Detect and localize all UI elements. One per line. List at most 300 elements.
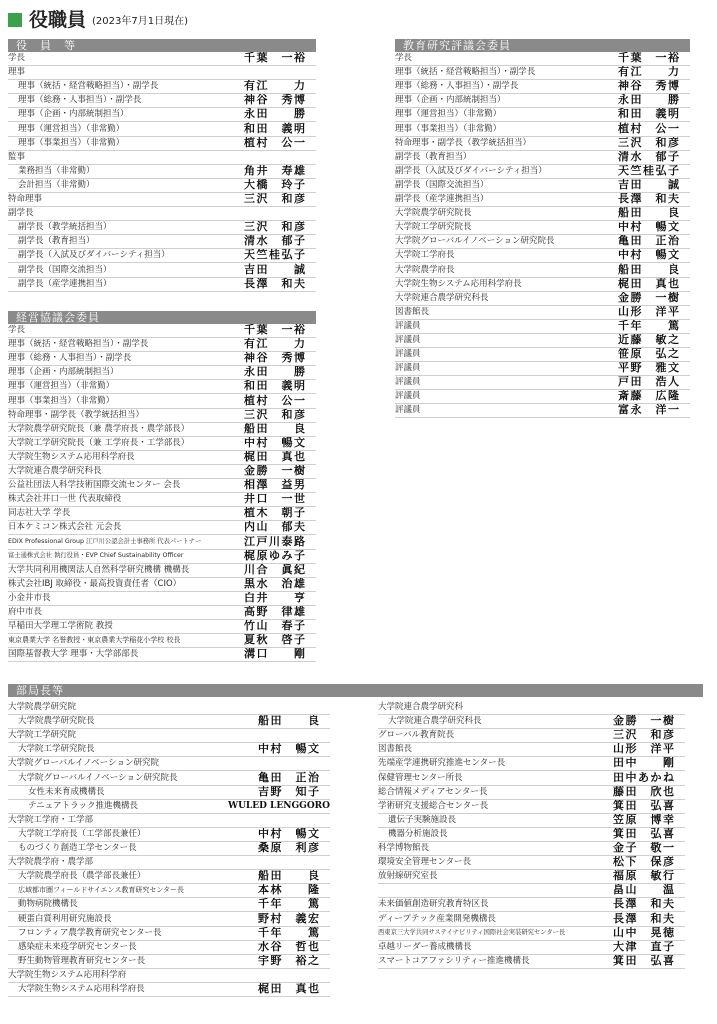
- table-row: [8, 122, 316, 136]
- department-heads-left: [8, 701, 330, 997]
- table-row: [378, 870, 685, 884]
- role-label: 理事（事業担当）（非常勤）: [18, 137, 125, 148]
- role-label: 広域都市圏フィールドサイエンス教育研究センター長: [18, 886, 185, 895]
- table-row: [395, 334, 690, 348]
- person-name: 井口 一世: [244, 493, 307, 506]
- table-row: [8, 451, 316, 465]
- table-row: [395, 193, 690, 207]
- role-label: 国際基督教大学 理事・大学部部長: [8, 649, 139, 660]
- role-label: 評議員: [395, 405, 421, 416]
- education-council-section: [395, 39, 690, 418]
- table-row: [8, 423, 316, 437]
- role-label: 大学院生物システム応用科学府長: [395, 278, 522, 289]
- person-name: 箕田 弘喜: [613, 827, 676, 840]
- role-label: EDIX Professional Group 江戸川公認会計士事務所 代表パートナー: [8, 537, 202, 545]
- table-row: [8, 193, 316, 207]
- table-row: [8, 564, 316, 578]
- table-row: [8, 620, 316, 634]
- role-label: 大学院生物システム応用科学府長: [18, 983, 145, 994]
- table-row: [378, 842, 685, 856]
- role-label: 理事（事業担当）（非常勤）: [395, 123, 502, 134]
- table-row: [395, 221, 690, 235]
- role-label: 卓越リーダー養成機構長: [378, 941, 472, 952]
- person-name: 永田 勝: [618, 94, 681, 107]
- role-label: 環境安全管理センター長: [378, 857, 472, 868]
- category-row: [8, 207, 316, 221]
- table-row: [395, 263, 690, 277]
- role-label: 副学長（教育担当）: [18, 236, 95, 247]
- page-title: 役職員: [29, 9, 87, 31]
- role-label: 副学長（産学連携担当）: [395, 194, 489, 205]
- person-name: 長澤 和夫: [244, 277, 307, 290]
- role-label: 科学博物館長: [378, 843, 430, 854]
- table-row: [8, 235, 316, 249]
- role-label: 大学院農学府長（農学部長兼任）: [18, 871, 146, 882]
- role-label: 副学長（教育担当）: [395, 151, 472, 162]
- role-label: 遺伝子実験施設長: [388, 814, 457, 825]
- person-name: 三沢 和彦: [244, 192, 307, 206]
- person-name: 松下 保彦: [613, 856, 676, 869]
- person-name: 宇野 裕之: [258, 954, 321, 967]
- table-row: [8, 634, 316, 648]
- person-name: 平野 雅文: [618, 362, 681, 375]
- table-row: [395, 207, 690, 221]
- role-label: 理事（運営担当）（非常勤）: [395, 109, 502, 120]
- person-name: 吉田 誠: [618, 178, 681, 191]
- table-row: [8, 786, 330, 800]
- role-label: 大学院連合農学研究科長: [388, 716, 482, 727]
- table-row: [8, 927, 330, 941]
- role-label: 評議員: [395, 334, 421, 345]
- table-row: [8, 870, 330, 884]
- table-row: [395, 390, 690, 404]
- role-label: 硬蛋白質利用研究施設長: [18, 913, 112, 924]
- department-heads-section: [8, 684, 703, 697]
- person-name: 植村 公一: [244, 394, 307, 407]
- role-label: 副学長（入試及びダイバーシティ担当）: [395, 165, 547, 176]
- role-label: 大学院生物システム応用科学府: [8, 969, 127, 980]
- person-name: 田中あかね: [613, 771, 676, 784]
- role-label: 大学院工学府長: [395, 250, 455, 261]
- table-row: [395, 249, 690, 263]
- role-label: 大学院農学府・農学部: [8, 857, 94, 868]
- management-council-rows: [8, 324, 316, 662]
- table-row: [8, 578, 316, 592]
- officers-section: [8, 39, 316, 292]
- role-label: グローバル教育院長: [378, 730, 455, 741]
- role-label: 先端産学連携研究推進センター長: [378, 758, 506, 769]
- table-row: [395, 94, 690, 108]
- person-name: 田中 剛: [613, 757, 676, 770]
- table-row: [395, 320, 690, 334]
- person-name: 江戸川泰路: [244, 535, 307, 548]
- table-row: [8, 715, 330, 729]
- table-row: [378, 814, 685, 828]
- table-row: [395, 108, 690, 122]
- table-row: [378, 955, 685, 969]
- role-label: 理事（統括・経営戦略担当）・副学長: [8, 339, 149, 350]
- officers-rows: [8, 52, 316, 292]
- role-label: 大学院グローバルイノベーション研究院: [8, 758, 159, 769]
- table-row: [378, 828, 685, 842]
- role-label: 理事（事業担当）（非常勤）: [8, 395, 115, 406]
- person-name: 梶田 真也: [618, 277, 681, 290]
- role-label: 株式会社井口一世 代表取締役: [8, 494, 122, 505]
- role-label: 大学院グローバルイノベーション研究院長: [395, 236, 555, 247]
- role-label: 学術研究支援総合センター長: [378, 800, 489, 811]
- role-label: 大学院連合農学研究科: [378, 702, 464, 713]
- table-row: [378, 715, 685, 729]
- role-label: 副学長: [8, 208, 34, 219]
- person-name: 中村 暢文: [258, 743, 321, 756]
- role-label: スマートコアファシリティー推進機構長: [378, 955, 530, 966]
- department-heads-left-rows: [8, 701, 330, 997]
- person-name: 梶田 真也: [244, 450, 307, 463]
- table-row: [8, 278, 316, 292]
- category-row: [8, 729, 330, 743]
- person-name: 天竺桂弘子: [244, 249, 307, 262]
- person-name: 中村 暢文: [258, 827, 321, 840]
- role-label: ディープテック産業開発機構長: [378, 913, 496, 924]
- department-heads-right: [378, 701, 685, 969]
- table-row: [395, 137, 690, 151]
- table-row: [395, 122, 690, 136]
- education-council-header: 教育研究評議会委員: [395, 39, 690, 52]
- person-name: 桑原 利彦: [258, 841, 321, 855]
- person-name: 金子 敬一: [613, 841, 676, 855]
- role-label: 図書館長: [378, 744, 413, 755]
- person-name: 金勝 一樹: [613, 715, 676, 728]
- role-label: 理事（企画・内部統制担当）: [18, 109, 129, 120]
- person-name: 竹山 春子: [244, 619, 307, 633]
- role-label: 大学院農学研究院長: [18, 716, 95, 727]
- table-row: [8, 108, 316, 122]
- person-name: 亀田 正治: [258, 771, 321, 784]
- role-label: 府中市長: [8, 606, 43, 617]
- table-row: [8, 493, 316, 507]
- role-label: 理事（総務・人事担当）・副学長: [395, 81, 519, 92]
- role-label: 特命理事・副学長（教学統括担当）: [395, 137, 532, 148]
- table-row: [8, 800, 330, 814]
- person-name: 千葉 一裕: [244, 324, 307, 337]
- role-label: 動物病院機構長: [18, 899, 78, 910]
- role-label: 理事（運営担当）（非常勤）: [8, 381, 115, 392]
- table-row: [395, 404, 690, 418]
- table-row: [378, 941, 685, 955]
- person-name: 梶原ゆみ子: [244, 549, 307, 562]
- page-title-bar: [8, 8, 188, 32]
- table-row: [8, 394, 316, 408]
- role-label: 野生動物管理教育研究センター長: [18, 955, 146, 966]
- role-label: 大学院工学研究院長: [18, 744, 95, 755]
- role-label: 副学長（教学統括担当）: [18, 222, 112, 233]
- role-label: 評議員: [395, 349, 421, 360]
- category-row: [8, 757, 330, 771]
- role-label: 評議員: [395, 377, 421, 388]
- table-row: [378, 800, 685, 814]
- role-label: 未来価値創造研究教育特区長: [378, 899, 489, 910]
- management-council-section: [8, 311, 316, 662]
- table-row: [8, 535, 316, 549]
- person-name: 藤田 欣也: [613, 785, 676, 798]
- person-name: 船田 良: [258, 870, 321, 883]
- person-name: 船田 良: [258, 715, 321, 728]
- person-name: 有江 力: [618, 66, 681, 79]
- table-row: [8, 409, 316, 423]
- title-square-icon: [8, 13, 22, 27]
- person-name: 畠山 温: [613, 884, 676, 897]
- table-row: [8, 550, 316, 564]
- role-label: 理事（統括・経営戦略担当）・副学長: [395, 67, 536, 78]
- person-name: 船田 良: [244, 422, 307, 435]
- table-row: [8, 955, 330, 969]
- person-name: 山形 洋平: [613, 743, 676, 756]
- table-row: [378, 729, 685, 743]
- role-label: 特命理事・副学長（教学統括担当）: [8, 409, 145, 420]
- person-name: 三沢 和彦: [613, 729, 676, 742]
- table-row: [8, 221, 316, 235]
- person-name: 船田 良: [618, 207, 681, 220]
- person-name: 長澤 和夫: [613, 898, 676, 911]
- table-row: [8, 165, 316, 179]
- table-row: [378, 927, 685, 941]
- category-row: [8, 66, 316, 80]
- person-name: 長澤 和夫: [618, 192, 681, 206]
- role-label: 学長: [395, 53, 413, 64]
- role-label: 大学院工学府長（工学部長兼任）: [18, 828, 146, 839]
- person-name: 吉野 知子: [258, 785, 321, 798]
- person-name: 神谷 秀博: [618, 80, 681, 93]
- table-row: [8, 743, 330, 757]
- table-row: [8, 983, 330, 997]
- table-row: [8, 507, 316, 521]
- role-label: 副学長（産学連携担当）: [18, 278, 112, 289]
- person-name: 夏秋 啓子: [244, 634, 307, 647]
- officers-header: 役 員 等: [8, 39, 316, 52]
- person-name: 三沢 和彦: [618, 136, 681, 149]
- role-label: 理事（総務・人事担当）・副学長: [8, 353, 132, 364]
- role-label: 評議員: [395, 320, 421, 331]
- person-name: 溝口 剛: [244, 648, 307, 661]
- table-row: [395, 292, 690, 306]
- person-name: WULED LENGGORO: [227, 800, 330, 811]
- person-name: 山形 洋平: [618, 305, 681, 318]
- role-label: 女性未来育成機構長: [28, 786, 105, 797]
- person-name: 三沢 和彦: [244, 408, 307, 421]
- role-label: 評議員: [395, 363, 421, 374]
- person-name: 神谷 秀博: [244, 352, 307, 365]
- person-name: 和田 義明: [244, 380, 307, 393]
- person-name: 永田 勝: [244, 108, 307, 121]
- role-label: 大学院農学研究院長（兼 農学府長・農学部長）: [8, 423, 190, 434]
- person-name: 天竺桂弘子: [618, 164, 681, 177]
- role-label: 同志社大学 学長: [8, 508, 71, 519]
- person-name: 千年 篤: [258, 898, 321, 911]
- category-row: [8, 814, 330, 828]
- table-row: [395, 52, 690, 66]
- table-row: [395, 151, 690, 165]
- role-label: 理事（運営担当）（非常勤）: [18, 123, 125, 134]
- role-label: 大学院連合農学研究科長: [8, 466, 102, 477]
- role-label: 大学院グローバルイノベーション研究院長: [18, 772, 178, 783]
- table-row: [8, 592, 316, 606]
- table-row: [8, 52, 316, 66]
- person-name: 大津 直子: [613, 940, 676, 953]
- table-row: [378, 757, 685, 771]
- person-name: 千年 篤: [258, 926, 321, 939]
- person-name: 金勝 一樹: [618, 291, 681, 304]
- person-name: 金勝 一樹: [244, 464, 307, 478]
- person-name: 三沢 和彦: [244, 221, 307, 234]
- person-name: 大橋 玲子: [244, 178, 307, 191]
- table-row: [8, 606, 316, 620]
- person-name: 川合 眞紀: [244, 563, 307, 576]
- role-label: 図書館長: [395, 306, 430, 317]
- role-label: 大学共同利用機関法人自然科学研究機構 機構長: [8, 564, 190, 575]
- table-row: [8, 771, 330, 785]
- person-name: 山中 晃徳: [613, 926, 676, 939]
- role-label: 大学院工学研究院: [8, 730, 77, 741]
- category-row: [8, 969, 330, 983]
- table-row: [8, 912, 330, 926]
- page-date: (2023年7月1日現在): [92, 16, 188, 27]
- role-label: 感染症未来疫学研究センター長: [18, 941, 137, 952]
- role-label: 大学院生物システム応用科学府長: [8, 451, 135, 462]
- table-row: [8, 179, 316, 193]
- role-label: 放射線研究室長: [378, 871, 438, 882]
- department-heads-header: 部局長等: [8, 684, 703, 697]
- person-name: 中村 暢文: [618, 249, 681, 262]
- person-name: 箕田 弘喜: [613, 954, 676, 967]
- role-label: 小金井市長: [8, 592, 51, 603]
- role-label: フロンティア農学教育研究センター長: [18, 927, 162, 938]
- table-row: [8, 94, 316, 108]
- person-name: 千葉 一裕: [244, 52, 307, 65]
- department-heads-right-rows: [378, 701, 685, 969]
- table-row: [378, 912, 685, 926]
- person-name: 本林 隆: [258, 884, 321, 897]
- role-label: 理事（企画・内部統制担当）: [8, 367, 119, 378]
- role-label: 評議員: [395, 391, 421, 402]
- person-name: 和田 義明: [618, 108, 681, 121]
- role-label: 大学院工学府・工学部: [8, 814, 94, 825]
- person-name: 中村 暢文: [244, 436, 307, 449]
- role-label: 学長: [8, 53, 26, 64]
- person-name: 箕田 弘喜: [613, 799, 676, 812]
- person-name: 水谷 哲也: [258, 940, 321, 953]
- person-name: 和田 義明: [244, 122, 307, 135]
- person-name: 野村 義宏: [258, 912, 321, 925]
- table-row: [395, 66, 690, 80]
- table-row: [395, 278, 690, 292]
- table-row: [8, 648, 316, 662]
- person-name: 相澤 益男: [244, 479, 307, 492]
- role-label: 早稲田大学理工学術院 教授: [8, 621, 113, 632]
- person-name: 清水 郁子: [618, 150, 681, 163]
- table-row: [8, 380, 316, 394]
- role-label: 学長: [8, 325, 26, 336]
- person-name: 永田 勝: [244, 366, 307, 379]
- person-name: 高野 律雄: [244, 605, 307, 618]
- person-name: 亀田 正治: [618, 235, 681, 248]
- role-label: 理事: [8, 67, 26, 78]
- role-label: 監事: [8, 151, 26, 162]
- role-label: 大学院工学研究院長（兼 工学府長・工学部長）: [8, 437, 190, 448]
- role-label: ものづくり創造工学センター長: [18, 843, 137, 854]
- role-label: 日本ケミコン株式会社 元会長: [8, 522, 122, 533]
- table-row: [8, 941, 330, 955]
- table-row: [8, 842, 330, 856]
- role-label: 副学長（国際交流担当）: [395, 179, 489, 190]
- table-row: [8, 324, 316, 338]
- role-label: 機器分析施設長: [388, 828, 448, 839]
- role-label: 西東京三大学共同サステイナビリティ国際社会実装研究センター長: [378, 928, 566, 936]
- person-name: 吉田 誠: [244, 263, 307, 276]
- role-label: 大学院連合農学研究科長: [395, 292, 489, 303]
- table-row: [8, 884, 330, 898]
- person-name: 笹原 弘之: [618, 347, 681, 361]
- role-label: テニュアトラック推進機構長: [28, 800, 138, 811]
- person-name: 有江 力: [244, 80, 307, 93]
- role-label: 特命理事: [8, 194, 43, 205]
- role-label: 富士通株式会社 執行役員・EVP Chief Sustainability Officer: [8, 551, 184, 559]
- table-row: [378, 743, 685, 757]
- category-row: [378, 701, 685, 715]
- table-row: [395, 348, 690, 362]
- person-name: 長澤 和夫: [613, 912, 676, 925]
- table-row: [8, 263, 316, 277]
- role-label: 副学長（入試及びダイバーシティ担当）: [18, 250, 170, 261]
- table-row: [8, 352, 316, 366]
- table-row: [8, 437, 316, 451]
- category-row: [8, 701, 330, 715]
- table-row: [378, 771, 685, 785]
- role-label: 公益社団法人科学技術国際交流センター 会長: [8, 480, 181, 491]
- person-name: 戸田 浩人: [618, 376, 681, 389]
- person-name: 斎藤 広隆: [618, 390, 681, 403]
- table-row: [8, 521, 316, 535]
- person-name: 白井 亨: [244, 591, 307, 604]
- table-row: [8, 465, 316, 479]
- category-row: [8, 856, 330, 870]
- education-council-rows: [395, 52, 690, 418]
- role-label: 東京農業大学 名誉教授・東京農業大学稲花小学校 校長: [8, 636, 181, 645]
- role-label: 大学院農学研究院長: [395, 208, 472, 219]
- role-label: 大学院農学府長: [395, 264, 455, 275]
- person-name: 有江 力: [244, 338, 307, 351]
- table-row: [8, 366, 316, 380]
- person-name: 中村 暢文: [618, 221, 681, 234]
- table-row: [395, 306, 690, 320]
- category-row: [8, 151, 316, 165]
- role-label: 業務担当（非常勤）: [18, 165, 95, 176]
- table-row: [395, 179, 690, 193]
- person-name: 内山 郁夫: [244, 521, 307, 534]
- table-row: [8, 338, 316, 352]
- table-row: [378, 786, 685, 800]
- table-row: [395, 235, 690, 249]
- person-name: 福原 敏行: [613, 870, 676, 883]
- person-name: 角井 寿雄: [244, 164, 307, 177]
- role-label: 総合情報メディアセンター長: [378, 786, 488, 797]
- table-row: [8, 137, 316, 151]
- person-name: 植村 公一: [244, 136, 307, 149]
- table-row: [378, 856, 685, 870]
- table-row: [378, 898, 685, 912]
- table-row: [395, 362, 690, 376]
- person-name: 植村 公一: [618, 122, 681, 135]
- person-name: 笠原 博幸: [613, 813, 676, 826]
